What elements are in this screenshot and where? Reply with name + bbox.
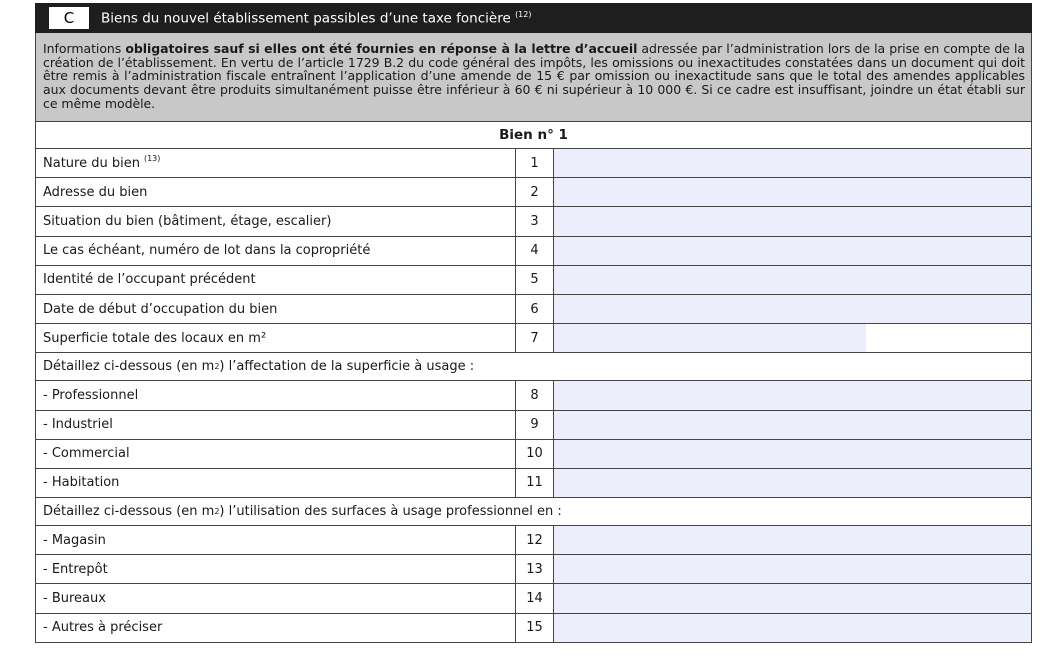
field-number: 9 [516, 411, 554, 439]
warehouse-area-input[interactable] [554, 555, 1031, 583]
professional-area-input[interactable] [554, 381, 1031, 409]
office-area-input[interactable] [554, 584, 1031, 612]
housing-area-input[interactable] [554, 469, 1031, 497]
field-label: - Professionnel [36, 381, 516, 409]
field-label: Nature du bien $^{(13)}$ [36, 149, 516, 177]
professional-rows [35, 526, 1032, 643]
field-label: - Bureaux [36, 584, 516, 612]
main-rows [35, 149, 1032, 353]
form-row [35, 469, 1032, 498]
field-label: Le cas échéant, numéro de lot dans la copropriété [36, 237, 516, 265]
field-number: 14 [516, 584, 554, 612]
field-label: - Commercial [36, 440, 516, 468]
form-row [35, 237, 1032, 266]
form-row [35, 555, 1032, 584]
form-row [35, 178, 1032, 207]
section-letter-badge: C [49, 7, 89, 29]
shop-area-input[interactable] [554, 526, 1031, 554]
field-label: - Autres à préciser [36, 614, 516, 642]
field-number: 5 [516, 266, 554, 294]
form-row [35, 584, 1032, 613]
field-label: Identité de l’occupant précédent [36, 266, 516, 294]
field-label: Date de début d’occupation du bien [36, 295, 516, 323]
field-number: 13 [516, 555, 554, 583]
field-label: - Entrepôt [36, 555, 516, 583]
field-number: 12 [516, 526, 554, 554]
form-row [35, 207, 1032, 236]
form-row [35, 149, 1032, 178]
commercial-area-input[interactable] [554, 440, 1031, 468]
total-area-input[interactable] [554, 324, 1031, 352]
form-row [35, 324, 1032, 353]
footnote-ref: (13) [143, 154, 161, 163]
property-title: Bien n° 1 [35, 121, 1032, 149]
footnote-ref: (12) [515, 9, 532, 19]
section-title: Biens du nouvel établissement passibles d’une taxe foncière $^{(12)}$ [101, 9, 532, 27]
field-number: 3 [516, 207, 554, 235]
notice-emphasis: obligatoires sauf si elles ont été fournies en réponse à la lettre d’accueil [125, 41, 638, 56]
field-label: - Magasin [36, 526, 516, 554]
form-row [35, 526, 1032, 555]
start-date-input[interactable] [554, 295, 1031, 323]
field-label: Superficie totale des locaux en m² [36, 324, 516, 352]
field-number: 10 [516, 440, 554, 468]
field-number: 15 [516, 614, 554, 642]
form-row [35, 295, 1032, 324]
lot-number-input[interactable] [554, 237, 1031, 265]
field-number: 6 [516, 295, 554, 323]
usage-subheading: Détaillez ci-dessous (en m 2 ) l’affectation de la superficie à usage : [35, 353, 1032, 381]
form-row [35, 411, 1032, 440]
form-row [35, 614, 1032, 643]
form-row [35, 266, 1032, 295]
field-number: 2 [516, 178, 554, 206]
situation-input[interactable] [554, 207, 1031, 235]
section-header [35, 3, 1032, 33]
form-row [35, 381, 1032, 410]
field-number: 1 [516, 149, 554, 177]
field-label: - Habitation [36, 469, 516, 497]
previous-occupant-input[interactable] [554, 266, 1031, 294]
professional-subheading: Détaillez ci-dessous (en m 2 ) l’utilisation des surfaces à usage professionnel en : [35, 498, 1032, 526]
field-label: - Industriel [36, 411, 516, 439]
field-number: 11 [516, 469, 554, 497]
usage-rows [35, 381, 1032, 498]
field-label: Adresse du bien [36, 178, 516, 206]
field-number: 7 [516, 324, 554, 352]
nature-input[interactable] [554, 149, 1031, 177]
address-input[interactable] [554, 178, 1031, 206]
legal-notice: Informations obligatoires sauf si elles ont été fournies en réponse à la lettre d’accueil adressée par l’administration lors de la prise en compte de la création de l’établissement. En vertu de l’article 1729 B.2 du code général des impôts, les omissions ou inexactitudes constatées dans un document qui doit être remis à l’administration fiscale entraînent l’application d’une amende de 15 € par omission ou inexactitude sans que le total des amendes applicables aux documents devant être produits simultanément puisse être inférieur à 60 € ni supérieur à 10 000 €. Si ce cadre est insuffisant, joindre un état établi sur ce même modèle. [35, 33, 1032, 121]
other-area-input[interactable] [554, 614, 1031, 642]
form-row [35, 440, 1032, 469]
industrial-area-input[interactable] [554, 411, 1031, 439]
field-number: 8 [516, 381, 554, 409]
field-label: Situation du bien (bâtiment, étage, escalier) [36, 207, 516, 235]
section-c-form [35, 3, 1032, 653]
field-number: 4 [516, 237, 554, 265]
